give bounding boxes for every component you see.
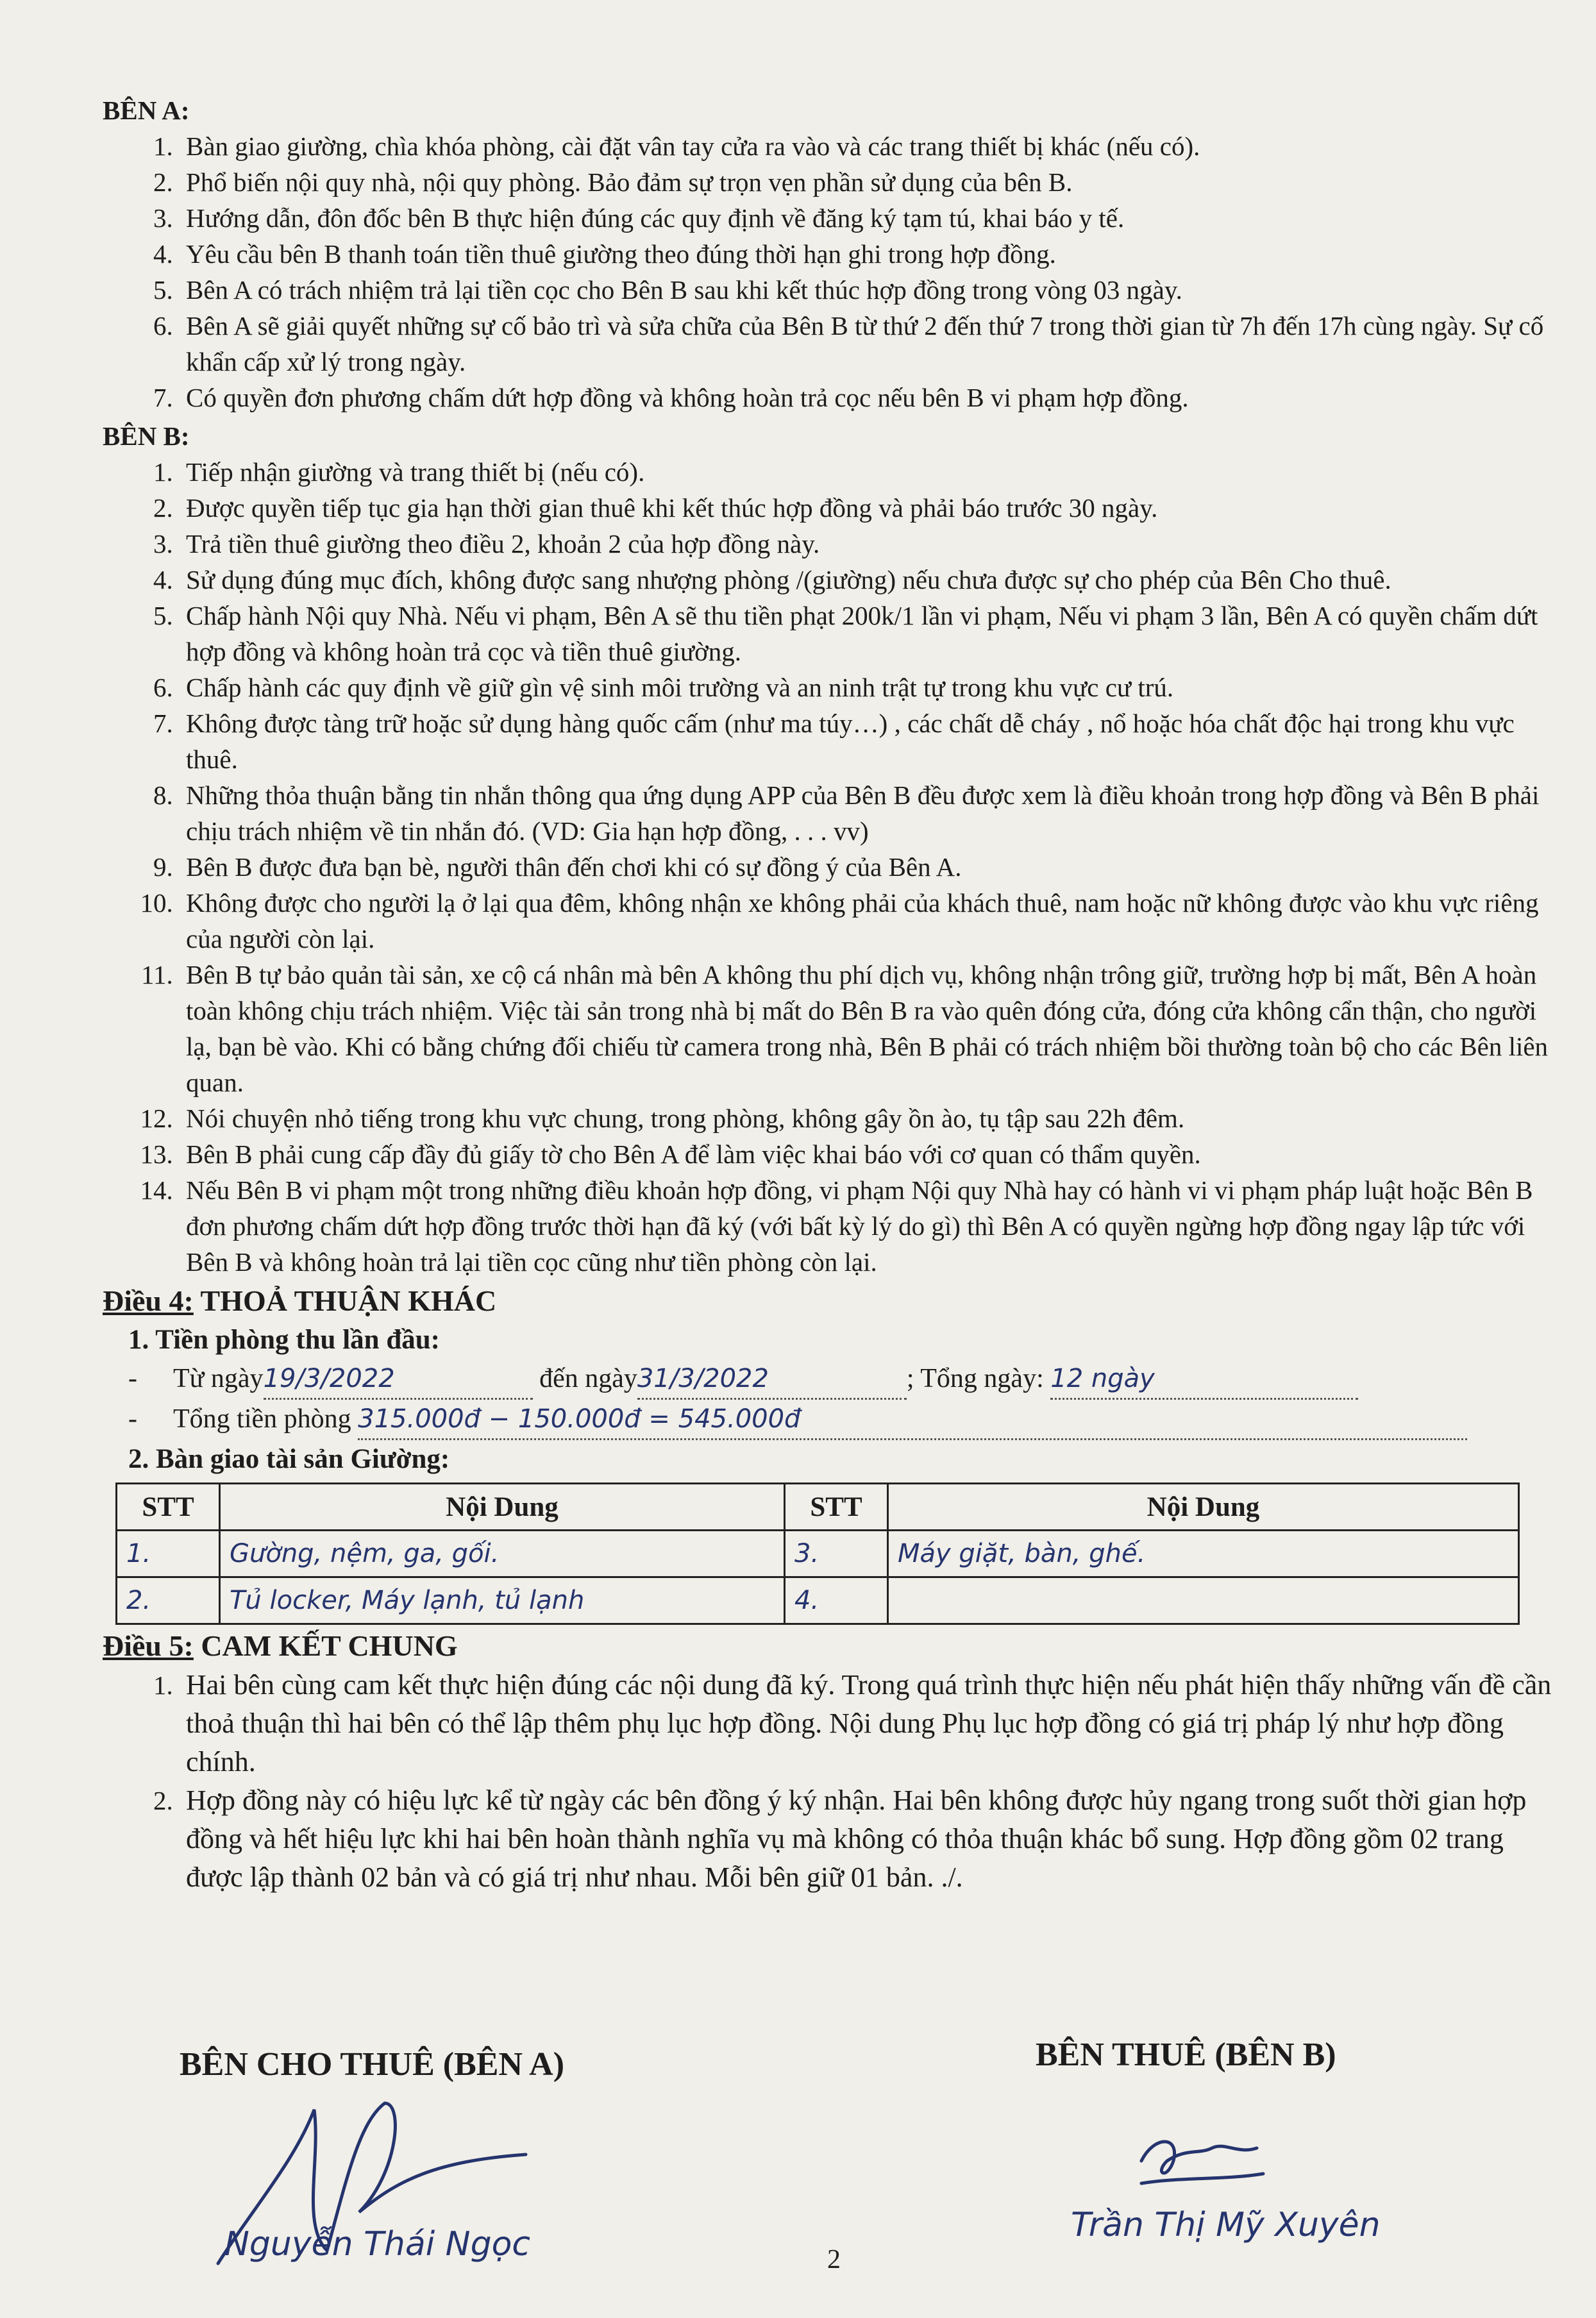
table-cell: Gường, nệm, ga, gối.	[220, 1531, 785, 1577]
ben-b-item: 6. Chấp hành các quy định về giữ gìn vệ sinh môi trường và an ninh trật tự trong khu vực cư trú.	[180, 669, 1558, 705]
dieu4-label: Điều 4:	[103, 1284, 194, 1317]
ben-b-item: 2. Được quyền tiếp tục gia hạn thời gian thuê khi kết thúc hợp đồng và phải báo trước 30 ngày.	[180, 490, 1558, 526]
table-row	[117, 1531, 1519, 1577]
ben-a-item: 3. Hướng dẫn, đôn đốc bên B thực hiện đúng các quy định về đăng ký tạm tú, khai báo y tế.	[180, 200, 1558, 236]
ben-b-heading: BÊN B:	[103, 421, 190, 451]
ben-b-item: 1. Tiếp nhận giường và trang thiết bị (nếu có).	[180, 454, 1558, 490]
from-value: 19/3/2022	[263, 1364, 395, 1393]
dieu5-label: Điều 5:	[103, 1629, 194, 1662]
ben-b-item: 11. Bên B tự bảo quản tài sản, xe cộ cá nhân mà bên A không thu phí dịch vụ, không nhận trông giữ, trường hợp bị mất, Bên A hoàn toàn không chịu trách nhiệm. Việc tài sản trong nhà bị mất do Bên B ra vào quên đóng cửa, đóng cửa không cẩn thận, cho người lạ, bạn bè vào. Khi có bằng chứng đối chiếu từ camera trong nhà, Bên B phải có trách nhiệm bồi thường toàn bộ cho các Bên liên quan.	[180, 957, 1558, 1100]
dieu4-title: THOẢ THUẬN KHÁC	[193, 1284, 497, 1317]
lessee-title: BÊN THUÊ (BÊN B)	[1036, 2037, 1336, 2073]
ben-b-item: 13. Bên B phải cung cấp đầy đủ giấy tờ cho Bên A để làm việc khai báo với cơ quan có thẩm quyền.	[180, 1136, 1558, 1172]
ben-a-item: 1. Bàn giao giường, chìa khóa phòng, cài đặt vân tay cửa ra vào và các trang thiết bị khác (nếu có).	[180, 128, 1558, 164]
to-label: đến ngày	[539, 1364, 637, 1393]
ben-b-item: 3. Trả tiền thuê giường theo điều 2, khoản 2 của hợp đồng này.	[180, 526, 1558, 562]
table-cell: Máy giặt, bàn, ghế.	[888, 1531, 1519, 1577]
table-header: STT	[785, 1484, 888, 1531]
table-row	[117, 1577, 1519, 1624]
table-cell: 2.	[117, 1577, 220, 1624]
ben-b-item: 10. Không được cho người lạ ở lại qua đêm, không nhận xe không phải của khách thuê, nam hoặc nữ không được vào khu vực riêng của người còn lại.	[180, 885, 1558, 957]
ben-b-item: 8. Những thỏa thuận bằng tin nhắn thông qua ứng dụng APP của Bên B đều được xem là điều khoản trong hợp đồng và Bên B phải chịu trách nhiệm về tin nhắn đó. (VD: Gia hạn hợp đồng, . . . vv)	[180, 777, 1558, 849]
table-header: Nội Dung	[220, 1484, 785, 1531]
date-range-line: - Từ ngày19/3/2022 đến ngày31/3/2022 ; Tổng ngày: 12 ngày	[103, 1359, 1558, 1400]
dieu5-list	[103, 1666, 1558, 1897]
dieu4-sub2: 2. Bàn giao tài sản Giường:	[128, 1444, 450, 1474]
ben-a-item: 5. Bên A có trách nhiệm trả lại tiền cọc cho Bên B sau khi kết thúc hợp đồng trong vòng 03 ngày.	[180, 272, 1558, 308]
total-label: Tổng tiền phòng	[173, 1404, 351, 1434]
ben-a-item: 2. Phổ biến nội quy nhà, nội quy phòng. Bảo đảm sự trọn vẹn phần sử dụng của bên B.	[180, 164, 1558, 200]
lessor-title: BÊN CHO THUÊ (BÊN A)	[180, 2046, 565, 2083]
dieu5-title: CAM KẾT CHUNG	[193, 1629, 458, 1662]
ben-b-item: 4. Sử dụng đúng mục đích, không được sang nhượng phòng /(giường) nếu chưa được sự cho phép của Bên Cho thuê.	[180, 562, 1558, 598]
lessee-signature	[1129, 2122, 1270, 2193]
ben-a-item: 7. Có quyền đơn phương chấm dứt hợp đồng và không hoàn trả cọc nếu bên B vi phạm hợp đồng.	[180, 380, 1558, 416]
ben-b-item: 9. Bên B được đưa bạn bè, người thân đến chơi khi có sự đồng ý của Bên A.	[180, 849, 1558, 885]
total-line: - Tổng tiền phòng 315.000đ − 150.000đ = 545.000đ	[103, 1400, 1558, 1440]
dieu4-sub1: 1. Tiền phòng thu lần đầu:	[128, 1325, 440, 1355]
table-header: Nội Dung	[888, 1484, 1519, 1531]
dieu5-item: 1. Hai bên cùng cam kết thực hiện đúng các nội dung đã ký. Trong quá trình thực hiện nếu phát hiện thấy những vấn đề cần thoả thuận thì hai bên có thể lập thêm phụ lục hợp đồng. Nội dung Phụ lục hợp đồng có giá trị pháp lý như hợp đồng chính.	[180, 1666, 1558, 1781]
dieu4-heading	[103, 1281, 1558, 1321]
ben-b-item: 7. Không được tàng trữ hoặc sử dụng hàng quốc cấm (như ma túy…) , các chất dễ cháy , nổ hoặc hóa chất độc hại trong khu vực thuê.	[180, 705, 1558, 777]
ben-a-item: 6. Bên A sẽ giải quyết những sự cố bảo trì và sửa chữa của Bên B từ thứ 2 đến thứ 7 trong thời gian từ 7h đến 17h cùng ngày. Sự cố khẩn cấp xử lý trong ngày.	[180, 308, 1558, 380]
table-header-row	[117, 1484, 1519, 1531]
total-days-value: 12 ngày	[1050, 1364, 1155, 1393]
dieu5-heading	[103, 1626, 1558, 1666]
table-cell: 1.	[117, 1531, 220, 1577]
from-label: Từ ngày	[173, 1364, 264, 1393]
to-value-field	[637, 1359, 907, 1400]
lessee-name: Trần Thị Mỹ Xuyên	[1071, 2206, 1381, 2244]
dieu5-item: 2. Hợp đồng này có hiệu lực kể từ ngày các bên đồng ý ký nhận. Hai bên không được hủy ngang trong suốt thời gian hợp đồng và hết hiệu lực khi hai bên hoàn thành nghĩa vụ mà không có thỏa thuận khác bổ sung. Hợp đồng gồm 02 trang được lập thành 02 bản và có giá trị như nhau. Mỗi bên giữ 01 bản. ./.	[180, 1781, 1558, 1897]
page-number: 2	[827, 2245, 841, 2274]
total-days-label: ; Tổng ngày:	[906, 1364, 1044, 1393]
from-value-field	[264, 1359, 533, 1400]
contract-body	[103, 90, 1558, 1897]
total-value: 315.000đ − 150.000đ = 545.000đ	[358, 1404, 801, 1434]
ben-a-list	[103, 128, 1558, 416]
ben-a-heading: BÊN A:	[103, 96, 190, 125]
table-cell	[888, 1577, 1519, 1624]
total-value-field	[358, 1400, 1467, 1440]
ben-b-item: 14. Nếu Bên B vi phạm một trong những điều khoản hợp đồng, vi phạm Nội quy Nhà hay có hành vi vi phạm pháp luật hoặc Bên B đơn phương chấm dứt hợp đồng trước thời hạn đã ký (với bất kỳ lý do gì) thì Bên A có quyền ngừng hợp đồng ngay lập tức với Bên B và không hoàn trả lại tiền cọc cũng như tiền phòng còn lại.	[180, 1172, 1558, 1280]
asset-table	[115, 1482, 1520, 1625]
table-cell: 4.	[785, 1577, 888, 1624]
to-value: 31/3/2022	[637, 1364, 769, 1393]
ben-a-item: 4. Yêu cầu bên B thanh toán tiền thuê giường theo đúng thời hạn ghi trong hợp đồng.	[180, 236, 1558, 272]
ben-b-item: 5. Chấp hành Nội quy Nhà. Nếu vi phạm, Bên A sẽ thu tiền phạt 200k/1 lần vi phạm, Nếu vi phạm 3 lần, Bên A có quyền chấm dứt hợp đồng và không hoàn trả cọc và tiền thuê giường.	[180, 598, 1558, 669]
table-cell: 3.	[785, 1531, 888, 1577]
ben-b-item: 12. Nói chuyện nhỏ tiếng trong khu vực chung, trong phòng, không gây ồn ào, tụ tập sau 22h đêm.	[180, 1100, 1558, 1136]
total-days-field	[1050, 1359, 1358, 1400]
table-cell: Tủ locker, Máy lạnh, tủ lạnh	[220, 1577, 785, 1624]
lessor-name: Nguyễn Thái Ngọc	[224, 2225, 530, 2263]
table-header: STT	[117, 1484, 220, 1531]
ben-b-list	[103, 454, 1558, 1280]
